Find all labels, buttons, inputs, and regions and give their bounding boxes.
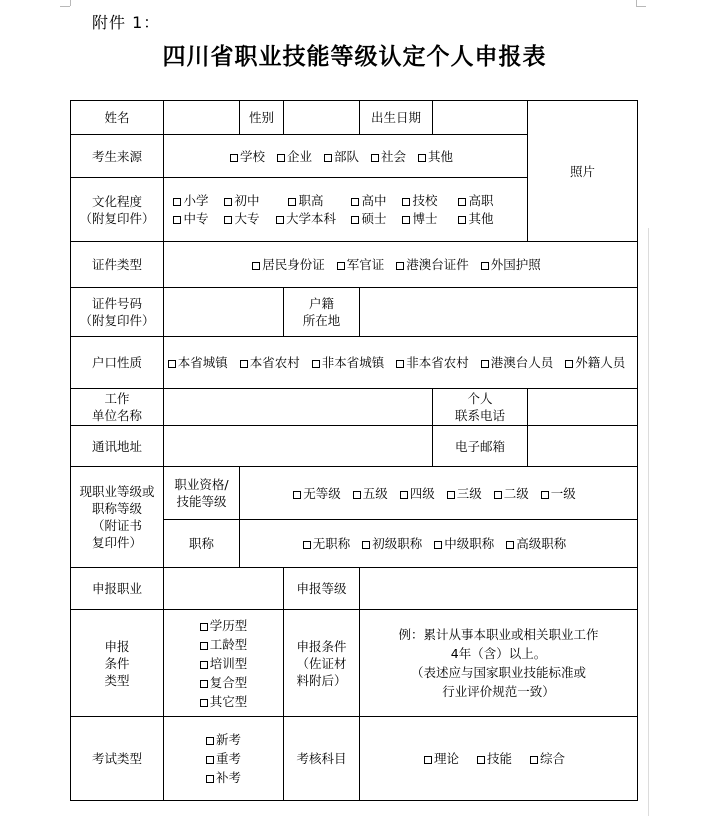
checkbox-icon [400,491,408,499]
checkbox-icon [424,756,432,764]
checkbox-icon [206,756,214,764]
checkbox-icon [230,154,238,162]
checkbox-icon [200,623,208,631]
checkbox-icon [434,541,442,549]
name-field[interactable] [164,101,240,135]
cond-option-composite[interactable]: 复合型 [166,673,281,692]
condition-type-label: 申报 条件 类型 [71,610,164,717]
checkbox-icon [351,198,359,206]
apply-occupation-field[interactable] [164,568,284,610]
checkbox-icon [312,360,320,368]
qual-option-level5[interactable]: 五级 [353,485,388,502]
mailing-address-field[interactable] [164,426,433,467]
checkbox-icon [200,680,208,688]
checkbox-icon [402,216,410,224]
edu-option-college[interactable]: 大专 [216,210,268,227]
checkbox-icon [481,262,489,270]
checkbox-icon [293,491,301,499]
source-option-enterprise[interactable]: 企业 [277,148,312,165]
exam-option-new[interactable]: 新考 [166,730,281,749]
checkbox-icon [458,198,466,206]
checkbox-icon [353,491,361,499]
edu-option-doctor[interactable]: 博士 [394,210,446,227]
id-type-label: 证件类型 [71,242,164,288]
source-option-other[interactable]: 其他 [418,148,453,165]
gender-label: 性别 [240,101,284,135]
checkbox-icon [200,642,208,650]
edu-option-technical[interactable]: 技校 [394,192,446,209]
household-type-label: 户口性质 [71,337,164,389]
checkbox-icon [337,262,345,270]
checkbox-icon [303,541,311,549]
checkbox-icon [173,216,181,224]
checkbox-icon [371,154,379,162]
hh-option-hk-macau-tw[interactable]: 港澳台人员 [481,354,554,371]
household-location-field[interactable] [360,288,638,337]
source-option-army[interactable]: 部队 [324,148,359,165]
apply-occupation-label: 申报职业 [71,568,164,610]
page-edge-line [648,228,649,816]
source-options [164,135,528,178]
checkbox-icon [206,737,214,745]
edu-option-bachelor[interactable]: 大学本科 [268,210,344,227]
qualification-options [240,467,638,520]
checkbox-icon [200,661,208,669]
checkbox-icon [173,198,181,206]
checkbox-icon [530,756,538,764]
subject-option-skill[interactable]: 技能 [477,750,512,767]
source-label: 考生来源 [71,135,164,178]
checkbox-icon [477,756,485,764]
apply-level-field[interactable] [360,568,638,610]
source-option-school[interactable]: 学校 [230,148,265,165]
hh-option-foreign[interactable]: 外籍人员 [565,354,625,371]
id-type-options [164,242,638,288]
checkbox-icon [396,360,404,368]
email-label: 电子邮箱 [433,426,528,467]
edu-option-vocational-high[interactable]: 职高 [268,192,344,209]
current-level-label: 现职业等级或 职称等级 （附证书 复印件） [71,467,164,568]
checkbox-icon [324,154,332,162]
work-unit-label: 工作 单位名称 [71,389,164,426]
qual-option-level1[interactable]: 一级 [541,485,576,502]
crop-mark-left-h [60,6,70,7]
household-type-options [164,337,638,389]
education-label: 文化程度 （附复印件） [71,178,164,242]
job-title-label: 职称 [164,520,240,568]
title-option-junior[interactable]: 初级职称 [362,535,422,552]
education-options [164,178,528,242]
cond-option-other[interactable]: 其它型 [166,692,281,711]
checkbox-icon [362,541,370,549]
qual-option-none[interactable]: 无等级 [293,485,341,502]
name-label: 姓名 [71,101,164,135]
hh-option-other-urban[interactable]: 非本省城镇 [312,354,385,371]
checkbox-icon [252,262,260,270]
exam-option-retake[interactable]: 重考 [166,749,281,768]
birth-date-field[interactable] [433,101,528,135]
checkbox-icon [506,541,514,549]
conditions-example[interactable]: 例：累计从事本职业或相关职业工作 4年（含）以上。 （表述应与国家职业技能标准或 行业评价规范一致） [360,610,638,717]
personal-phone-label: 个人 联系电话 [433,389,528,426]
checkbox-icon [565,360,573,368]
application-form [70,100,638,801]
household-location-label: 户籍 所在地 [284,288,360,337]
mailing-address-label: 通讯地址 [71,426,164,467]
edu-option-primary[interactable]: 小学 [166,192,216,209]
exam-subjects-label: 考核科目 [284,717,360,801]
apply-level-label: 申报等级 [284,568,360,610]
photo-label: 照片 [569,163,595,179]
work-unit-field[interactable] [164,389,433,426]
gender-field[interactable] [284,101,360,135]
title-option-senior[interactable]: 高级职称 [506,535,566,552]
exam-option-makeup[interactable]: 补考 [166,768,281,787]
title-option-none[interactable]: 无职称 [303,535,351,552]
checkbox-icon [481,360,489,368]
checkbox-icon [351,216,359,224]
id-option-resident[interactable]: 居民身份证 [252,256,325,273]
edu-option-other[interactable]: 其他 [446,210,506,227]
hh-option-local-rural[interactable]: 本省农村 [240,354,300,371]
qual-option-level4[interactable]: 四级 [400,485,435,502]
checkbox-icon [494,491,502,499]
crop-mark-right-h [636,6,646,7]
subject-option-theory[interactable]: 理论 [424,750,459,767]
job-title-options [240,520,638,568]
checkbox-icon [288,198,296,206]
checkbox-icon [447,491,455,499]
cond-option-training[interactable]: 培训型 [166,654,281,673]
qual-option-level2[interactable]: 二级 [494,485,529,502]
edu-option-master[interactable]: 硕士 [344,210,394,227]
exam-type-options [164,717,284,801]
edu-option-junior[interactable]: 初中 [216,192,268,209]
id-option-hk-macau-tw[interactable]: 港澳台证件 [396,256,469,273]
attachment-label: 附件 1： [92,13,161,32]
title-option-middle[interactable]: 中级职称 [434,535,494,552]
edu-option-high[interactable]: 高中 [344,192,394,209]
hh-option-local-urban[interactable]: 本省城镇 [168,354,228,371]
checkbox-icon [240,360,248,368]
cond-option-education[interactable]: 学历型 [166,616,281,635]
email-field[interactable] [528,426,638,467]
id-number-label: 证件号码 （附复印件） [71,288,164,337]
exam-type-label: 考试类型 [71,717,164,801]
subject-option-comprehensive[interactable]: 综合 [530,750,565,767]
id-option-passport[interactable]: 外国护照 [481,256,541,273]
checkbox-icon [418,154,426,162]
exam-subjects-options [360,717,638,801]
birth-date-label: 出生日期 [360,101,433,135]
qual-option-level3[interactable]: 三级 [447,485,482,502]
cond-option-seniority[interactable]: 工龄型 [166,635,281,654]
checkbox-icon [541,491,549,499]
checkbox-icon [277,154,285,162]
page-title: 四川省职业技能等级认定个人申报表 [162,43,547,70]
edu-option-secondary[interactable]: 中专 [166,210,216,227]
checkbox-icon [200,699,208,707]
conditions-label: 申报条件 （佐证材 料附后） [284,610,360,717]
checkbox-icon [396,262,404,270]
checkbox-icon [168,360,176,368]
qualification-label: 职业资格/ 技能等级 [164,467,240,520]
id-option-officer[interactable]: 军官证 [337,256,385,273]
crop-mark-left [70,0,71,6]
id-number-field[interactable] [164,288,284,337]
personal-phone-field[interactable] [528,389,638,426]
checkbox-icon [458,216,466,224]
checkbox-icon [224,198,232,206]
condition-type-options [164,610,284,717]
source-option-society[interactable]: 社会 [371,148,406,165]
edu-option-higher-vocational[interactable]: 高职 [446,192,506,209]
photo-cell[interactable] [528,101,638,242]
checkbox-icon [224,216,232,224]
checkbox-icon [206,775,214,783]
checkbox-icon [402,198,410,206]
checkbox-icon [276,216,284,224]
hh-option-other-rural[interactable]: 非本省农村 [396,354,469,371]
